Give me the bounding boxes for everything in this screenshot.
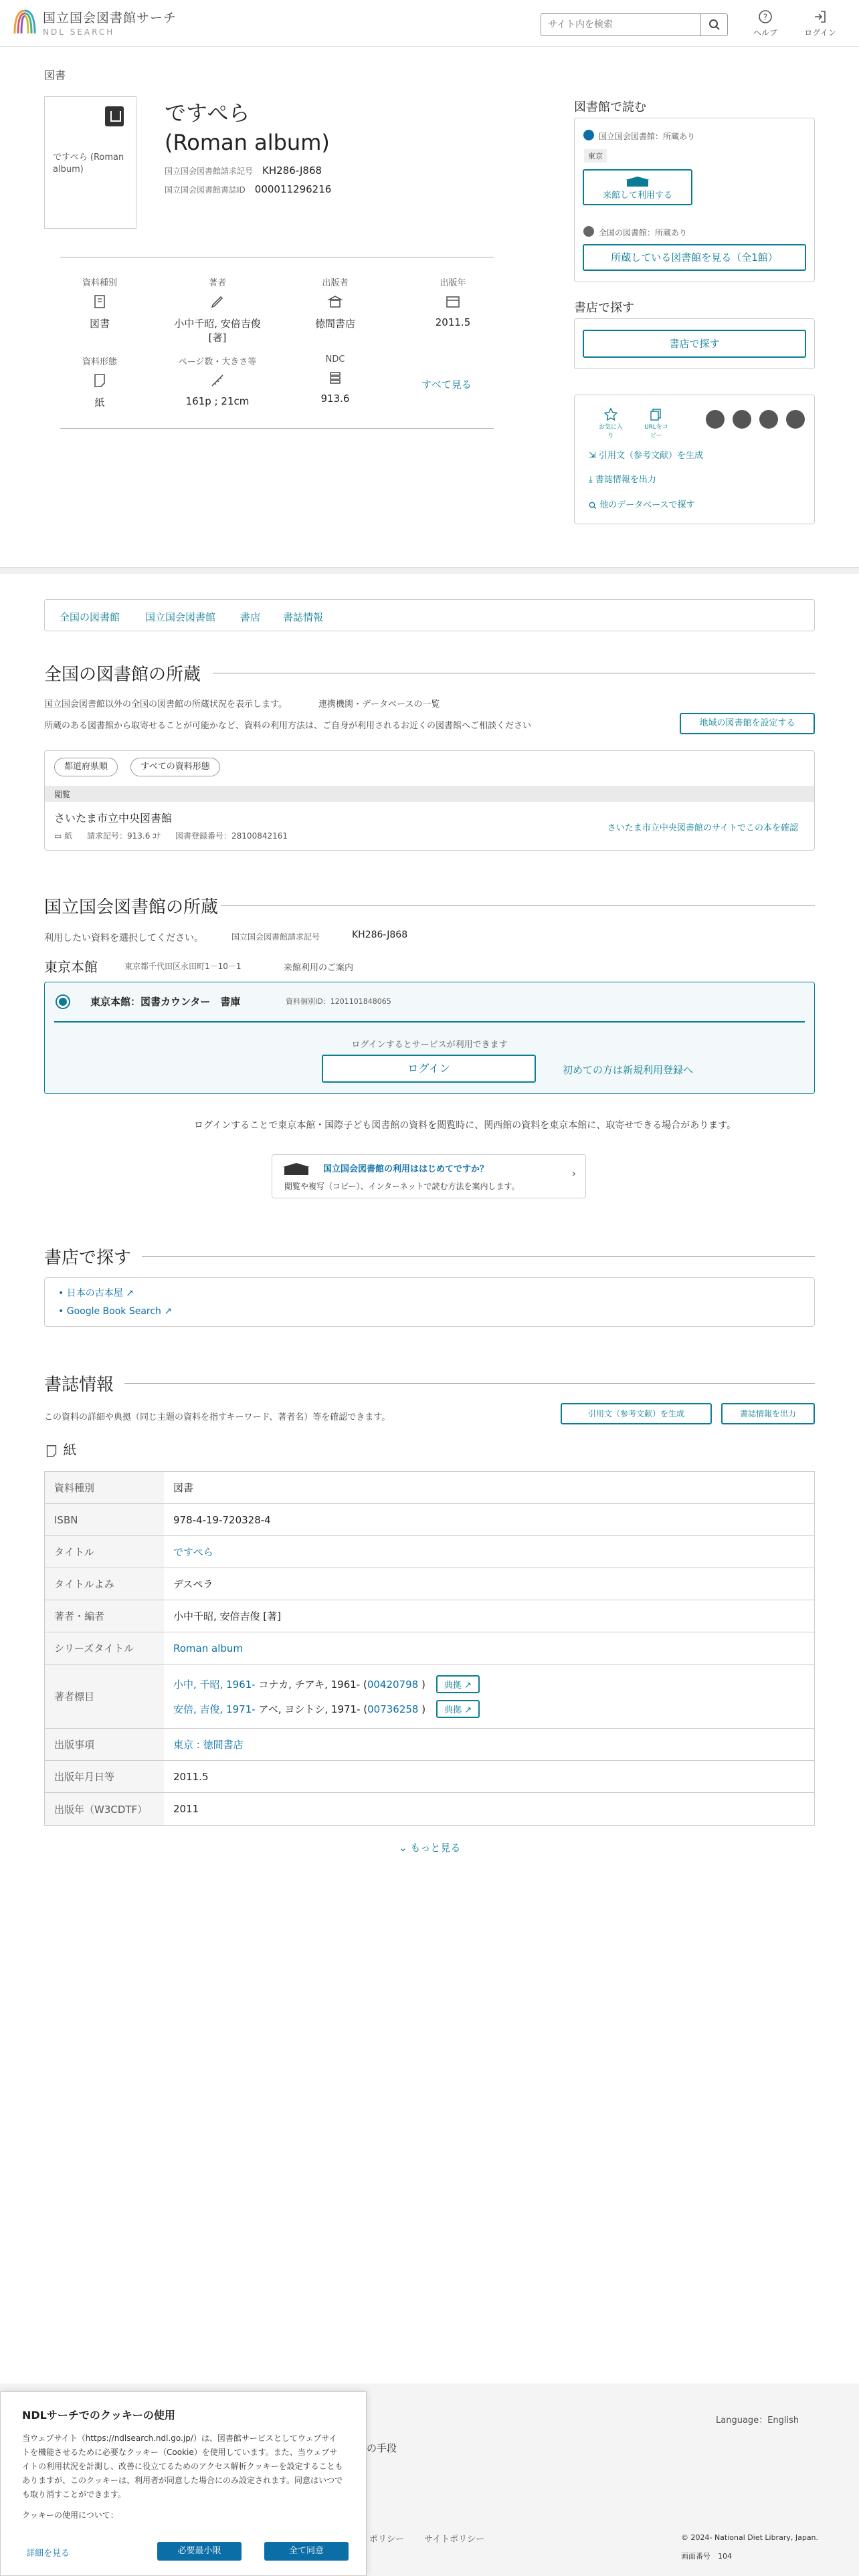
divider bbox=[60, 428, 494, 429]
bib-section-title: 書誌情報 bbox=[44, 1375, 114, 1395]
ndl-call-label: 国立国会図書館請求記号 bbox=[231, 932, 320, 942]
login-button[interactable]: ログイン bbox=[800, 9, 840, 38]
export-link[interactable]: ⤓ 書誌情報を出力 bbox=[589, 475, 656, 485]
nav-national[interactable]: 全国の図書館 bbox=[60, 611, 120, 623]
search-icon bbox=[589, 502, 597, 510]
bib-form-heading: 紙 bbox=[44, 1439, 76, 1459]
language-link[interactable]: Language：English bbox=[716, 2416, 799, 2426]
logo-subtitle: NDL SEARCH bbox=[43, 27, 115, 37]
record-title: ですぺら bbox=[165, 100, 250, 126]
ndl-logo-icon bbox=[583, 129, 595, 141]
chevron-right-icon: › bbox=[571, 1167, 576, 1180]
read-section-title: 図書館で読む bbox=[574, 100, 646, 114]
author2-link[interactable]: 安倍, 吉俊, 1971- bbox=[173, 1703, 256, 1715]
record-subtitle: (Roman album) bbox=[165, 130, 330, 155]
calendar-icon bbox=[445, 294, 461, 310]
table-row: シリーズタイトル Roman album bbox=[45, 1632, 814, 1665]
national-desc: 国立国会図書館以外の全国の図書館の所蔵状況を表示します。 bbox=[44, 700, 287, 710]
footer-means-text: の手段 bbox=[367, 2442, 397, 2454]
select-item-text: 利用したい資料を選択してください。 bbox=[44, 933, 203, 944]
library-site-link[interactable]: さいたま市立中央図書館のサイトでこの本を確認 bbox=[607, 823, 798, 833]
partner-db-link[interactable]: 連携機関・データベースの一覧 bbox=[318, 700, 440, 710]
ndl-status: 国立国会図書館：所蔵あり bbox=[599, 132, 696, 141]
search-bookstore-button[interactable]: 書店で探す bbox=[583, 330, 806, 358]
divider bbox=[54, 1021, 805, 1023]
form-filter-dropdown[interactable]: すべての資料形態 bbox=[130, 758, 220, 776]
author2-id-link[interactable]: 00736258 bbox=[367, 1703, 419, 1715]
call-number-row: 国立国会図書館請求記号 KH286-J868 bbox=[165, 165, 322, 177]
counter-label: 東京本館：図書カウンター 書庫 bbox=[90, 996, 241, 1008]
table-row: 出版年月日等 2011.5 bbox=[45, 1761, 814, 1793]
classification-icon bbox=[327, 370, 343, 386]
copy-url-button[interactable]: URLをコピー bbox=[642, 407, 671, 439]
set-region-button[interactable]: 地域の図書館を設定する bbox=[680, 713, 815, 734]
series-link[interactable]: Roman album bbox=[173, 1642, 244, 1654]
favorite-button[interactable]: お気に入り bbox=[597, 407, 624, 439]
book-icon bbox=[105, 106, 124, 126]
search-button[interactable] bbox=[700, 14, 727, 35]
first-time-desc: 閲覧や複写（コピー）、インターネットで読む方法を案内します。 bbox=[284, 1182, 520, 1191]
facet-pages: ページ数・大きさ等 161p ; 21cm bbox=[178, 357, 257, 407]
ndl-call-number: KH286-J868 bbox=[352, 930, 408, 940]
facebook-share-icon[interactable] bbox=[733, 410, 751, 429]
copy-icon bbox=[649, 407, 664, 422]
section-nav bbox=[44, 599, 815, 631]
item-radio[interactable] bbox=[56, 994, 70, 1009]
help-button[interactable]: ? ヘルプ bbox=[745, 9, 785, 38]
footer-policy-link[interactable]: ポリシー bbox=[369, 2535, 405, 2545]
table-row: 出版年（W3CDTF） 2011 bbox=[45, 1793, 814, 1825]
title-link[interactable]: ですぺら bbox=[173, 1546, 213, 1558]
facet-year: 出版年 2011.5 bbox=[435, 278, 471, 328]
bib-cite-button[interactable]: 引用文（参考文献）を生成 bbox=[561, 1403, 712, 1424]
divider bbox=[221, 905, 815, 906]
facet-publisher: 出版者 徳間書店 bbox=[314, 278, 355, 330]
library-icon bbox=[583, 225, 595, 237]
nav-bib[interactable]: 書誌情報 bbox=[283, 611, 324, 623]
library-name: さいたま市立中央図書館 bbox=[54, 812, 173, 825]
library-building-icon bbox=[282, 1162, 311, 1176]
paper-icon bbox=[44, 1444, 59, 1459]
cookie-about: クッキーの使用について： bbox=[22, 2510, 118, 2520]
nav-bookstore[interactable]: 書店 bbox=[240, 611, 261, 623]
author1-link[interactable]: 小中, 千昭, 1961- bbox=[173, 1678, 256, 1691]
read-box bbox=[574, 118, 815, 282]
facet-form: 資料形態 紙 bbox=[82, 357, 117, 409]
svg-text:?: ? bbox=[763, 12, 768, 22]
ndl-item-box bbox=[44, 982, 815, 1094]
login-prompt: ログインするとサービスが利用できます bbox=[351, 1040, 508, 1050]
help-icon bbox=[758, 9, 773, 24]
section-separator bbox=[0, 567, 859, 574]
record-type-label: 図書 bbox=[44, 69, 66, 82]
sort-dropdown[interactable]: 都道府県順 bbox=[54, 758, 118, 776]
facet-ndc: NDC 913.6 bbox=[320, 354, 350, 405]
nav-ndl[interactable]: 国立国会図書館 bbox=[145, 611, 216, 623]
visit-guide-link[interactable]: 来館利用のご案内 bbox=[284, 963, 354, 973]
facet-author: 著者 小中千昭, 安倍吉俊 [著] bbox=[174, 278, 261, 344]
book-type-icon bbox=[92, 294, 108, 310]
visit-button[interactable]: 来館して利用する bbox=[583, 169, 692, 205]
cite-link[interactable]: ⇲ 引用文（参考文献）を生成 bbox=[589, 451, 704, 461]
site-header bbox=[0, 0, 859, 47]
paper-icon: ▭ bbox=[54, 831, 65, 841]
first-time-card[interactable] bbox=[272, 1154, 586, 1198]
authority-button[interactable]: 典拠 ↗ bbox=[436, 1675, 480, 1693]
first-time-title: 国立国会図書館の利用ははじめてですか？ bbox=[323, 1164, 489, 1174]
line-share-icon[interactable] bbox=[759, 410, 778, 429]
holding-libraries-button[interactable]: 所蔵している図書館を見る（全1館） bbox=[583, 244, 806, 271]
table-row: 著者標目 小中, 千昭, 1961- コナカ, チアキ, 1961- (00420798 ) 典拠 ↗ 安倍, 吉俊, 1971- アベ, ヨシトシ, 1971- (00736258 ) 典拠 ↗ bbox=[45, 1665, 814, 1729]
mail-share-icon[interactable] bbox=[786, 410, 805, 429]
bib-id-row: 国立国会図書館書誌ID 000011296216 bbox=[165, 183, 332, 195]
see-all-link[interactable]: すべて見る bbox=[421, 379, 472, 391]
store-box bbox=[574, 318, 815, 369]
divider bbox=[142, 1256, 815, 1257]
table-header: 閲覧 bbox=[45, 786, 814, 802]
national-holdings-table bbox=[44, 750, 815, 851]
divider bbox=[124, 1383, 815, 1384]
star-icon bbox=[603, 407, 618, 422]
table-row: ISBN 978-4-19-720328-4 bbox=[45, 1504, 814, 1536]
bib-desc: この資料の詳細や典拠（同じ主題の資料を指すキーワード、著者名）等を確認できます。 bbox=[44, 1412, 391, 1422]
bookstore-section-title: 書店で探す bbox=[44, 1248, 132, 1268]
national-desc-2: 所蔵のある図書館から取寄せることが可能かなど、資料の利用方法は、ご自身が利用されるお近くの図書館へご相談ください bbox=[44, 721, 532, 731]
table-row: 資料種別 図書 bbox=[45, 1472, 814, 1504]
search-input[interactable] bbox=[541, 14, 700, 35]
author1-id-link[interactable]: 00420798 bbox=[367, 1678, 419, 1691]
copyright: © 2024- National Diet Library, Japan. bbox=[681, 2533, 819, 2542]
ruler-icon bbox=[209, 372, 225, 389]
logo-title: 国立国会図書館サーチ bbox=[43, 10, 177, 25]
store-link-google[interactable]: • Google Book Search ↗ bbox=[58, 1306, 173, 1317]
logo-icon bbox=[12, 7, 37, 37]
book-thumbnail bbox=[44, 96, 136, 229]
x-share-icon[interactable] bbox=[706, 410, 725, 429]
show-more-link[interactable]: ⌄ もっと見る bbox=[399, 1842, 461, 1854]
table-row: タイトル ですぺら bbox=[45, 1536, 814, 1568]
store-section-title: 書店で探す bbox=[574, 301, 634, 315]
bib-export-button[interactable]: 書誌情報を出力 bbox=[721, 1403, 815, 1424]
tokyo-tag: 東京 bbox=[584, 149, 607, 163]
search-icon bbox=[708, 19, 721, 31]
facet-type: 資料種別 図書 bbox=[82, 278, 117, 330]
cookie-body: 当ウェブサイト（https://ndlsearch.ndl.go.jp/）は、図書館サービスとしてウェブサイトを機能させるために必要なクッキー（Cookie）を使用しています。また、当ウェブサイトの利用状況を計測し、改善に役立てるためのアクセス解析クッキーを設定することもありますが、このクッキーは、利用者が同意した場合にのみ設定されます。同意はいつでも取り消すことができます。 bbox=[22, 2434, 343, 2499]
ndl-login-button[interactable]: ログイン bbox=[322, 1055, 536, 1083]
table-row: 著者・編者 小中千昭, 安倍吉俊 [著] bbox=[45, 1600, 814, 1632]
register-link[interactable]: 初めての方は新規利用登録へ bbox=[563, 1064, 694, 1076]
login-icon bbox=[813, 9, 828, 24]
cookie-minimal-button[interactable]: 必要最小限 bbox=[157, 2542, 242, 2561]
ndl-section-title: 国立国会図書館の所蔵 bbox=[44, 897, 219, 918]
other-db-link[interactable]: 他のデータベースで探す bbox=[589, 498, 695, 510]
cookie-banner bbox=[0, 2391, 367, 2576]
paper-icon bbox=[92, 372, 108, 389]
site-search bbox=[541, 13, 728, 36]
pen-icon bbox=[209, 294, 225, 310]
library-item-info: ▭ 紙 請求記号：913.6 ｺﾅ 図書登録番号：28100842161 bbox=[54, 831, 288, 841]
bib-table bbox=[44, 1471, 815, 1826]
building-icon bbox=[327, 294, 343, 310]
table-row: タイトルよみ デスペラ bbox=[45, 1568, 814, 1600]
store-link-kosho[interactable]: • 日本の古本屋 ↗ bbox=[58, 1288, 134, 1299]
site-logo[interactable] bbox=[12, 7, 177, 37]
national-section-title: 全国の図書館の所蔵 bbox=[44, 665, 201, 685]
cookie-details-link[interactable]: 詳細を見る bbox=[26, 2549, 70, 2559]
item-id: 資料個別ID：1201101848065 bbox=[286, 997, 391, 1006]
cookie-agree-button[interactable]: 全て同意 bbox=[264, 2542, 349, 2561]
table-row: 出版事項 東京 : 徳間書店 bbox=[45, 1729, 814, 1761]
national-status: 全国の図書館：所蔵あり bbox=[599, 228, 688, 237]
bookstore-box bbox=[44, 1277, 815, 1327]
login-note: ログインすることで東京本館・国際子ども図書館の資料を閲覧時に、関西館の資料を東京本館に、取寄せできる場合があります。 bbox=[194, 1120, 737, 1131]
cookie-title: NDLサーチでのクッキーの使用 bbox=[22, 2409, 175, 2422]
branch-address: 東京都千代田区永田町1－10－1 bbox=[124, 962, 242, 971]
publisher-link[interactable]: 東京 : 徳間書店 bbox=[173, 1739, 244, 1751]
screen-number: 画面番号 104 bbox=[681, 2552, 732, 2561]
thumbnail-text: ですぺら (Roman album) bbox=[53, 152, 124, 175]
branch-name: 東京本館 bbox=[44, 959, 98, 975]
library-building-icon bbox=[624, 176, 651, 188]
footer-site-policy-link[interactable]: サイトポリシー bbox=[424, 2535, 485, 2545]
authority-button[interactable]: 典拠 ↗ bbox=[436, 1700, 480, 1718]
